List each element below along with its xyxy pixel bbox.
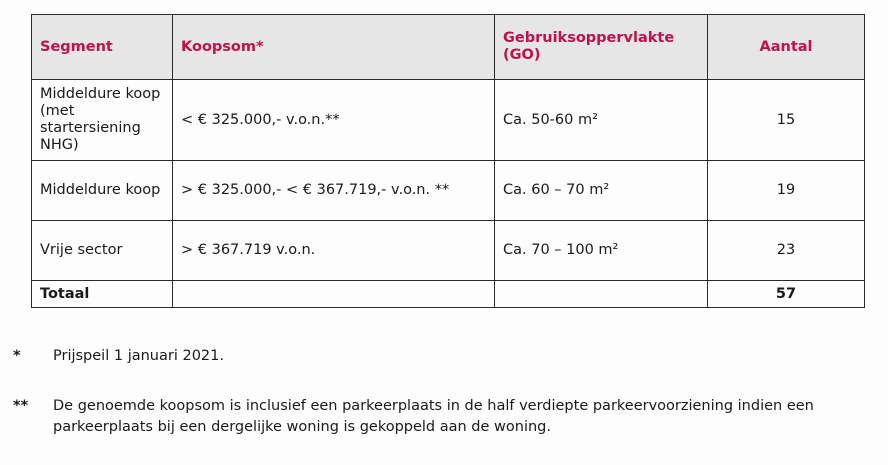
cell-koopsom: > € 325.000,- < € 367.719,- v.o.n. ** — [173, 161, 495, 221]
footnote-marker: ** — [13, 398, 29, 414]
header-gebruiksoppervlakte: Gebruiksoppervlakte (GO) — [495, 15, 708, 80]
footnote-price-level — [13, 346, 873, 367]
cell-segment: Middeldure koop (met startersiening NHG) — [32, 80, 173, 161]
footnote-text: De genoemde koopsom is inclusief een parkeerplaats in de half verdiepte parkeervoorziening indien een parkeerplaats bij een dergelijke woning is gekoppeld aan de woning. — [53, 398, 814, 435]
total-koopsom — [173, 281, 495, 308]
cell-aantal: 19 — [708, 161, 865, 221]
table-total-row — [32, 281, 865, 308]
header-aantal: Aantal — [708, 15, 865, 80]
total-aantal: 57 — [708, 281, 865, 308]
total-label: Totaal — [32, 281, 173, 308]
cell-gebruiksoppervlakte: Ca. 60 – 70 m² — [495, 161, 708, 221]
footnote-marker: * — [13, 348, 21, 364]
cell-gebruiksoppervlakte: Ca. 50-60 m² — [495, 80, 708, 161]
header-koopsom: Koopsom* — [173, 15, 495, 80]
total-gebruiksoppervlakte — [495, 281, 708, 308]
footnote-text: Prijspeil 1 januari 2021. — [53, 348, 224, 364]
table-row — [32, 161, 865, 221]
header-segment: Segment — [32, 15, 173, 80]
cell-koopsom: > € 367.719 v.o.n. — [173, 221, 495, 281]
table-row — [32, 80, 865, 161]
cell-gebruiksoppervlakte: Ca. 70 – 100 m² — [495, 221, 708, 281]
cell-segment: Vrije sector — [32, 221, 173, 281]
footnote-parking — [13, 396, 883, 442]
table-header-row — [32, 15, 865, 80]
cell-segment: Middeldure koop — [32, 161, 173, 221]
cell-aantal: 23 — [708, 221, 865, 281]
housing-segments-table — [31, 14, 865, 308]
table-row — [32, 221, 865, 281]
cell-koopsom: < € 325.000,- v.o.n.** — [173, 80, 495, 161]
cell-aantal: 15 — [708, 80, 865, 161]
